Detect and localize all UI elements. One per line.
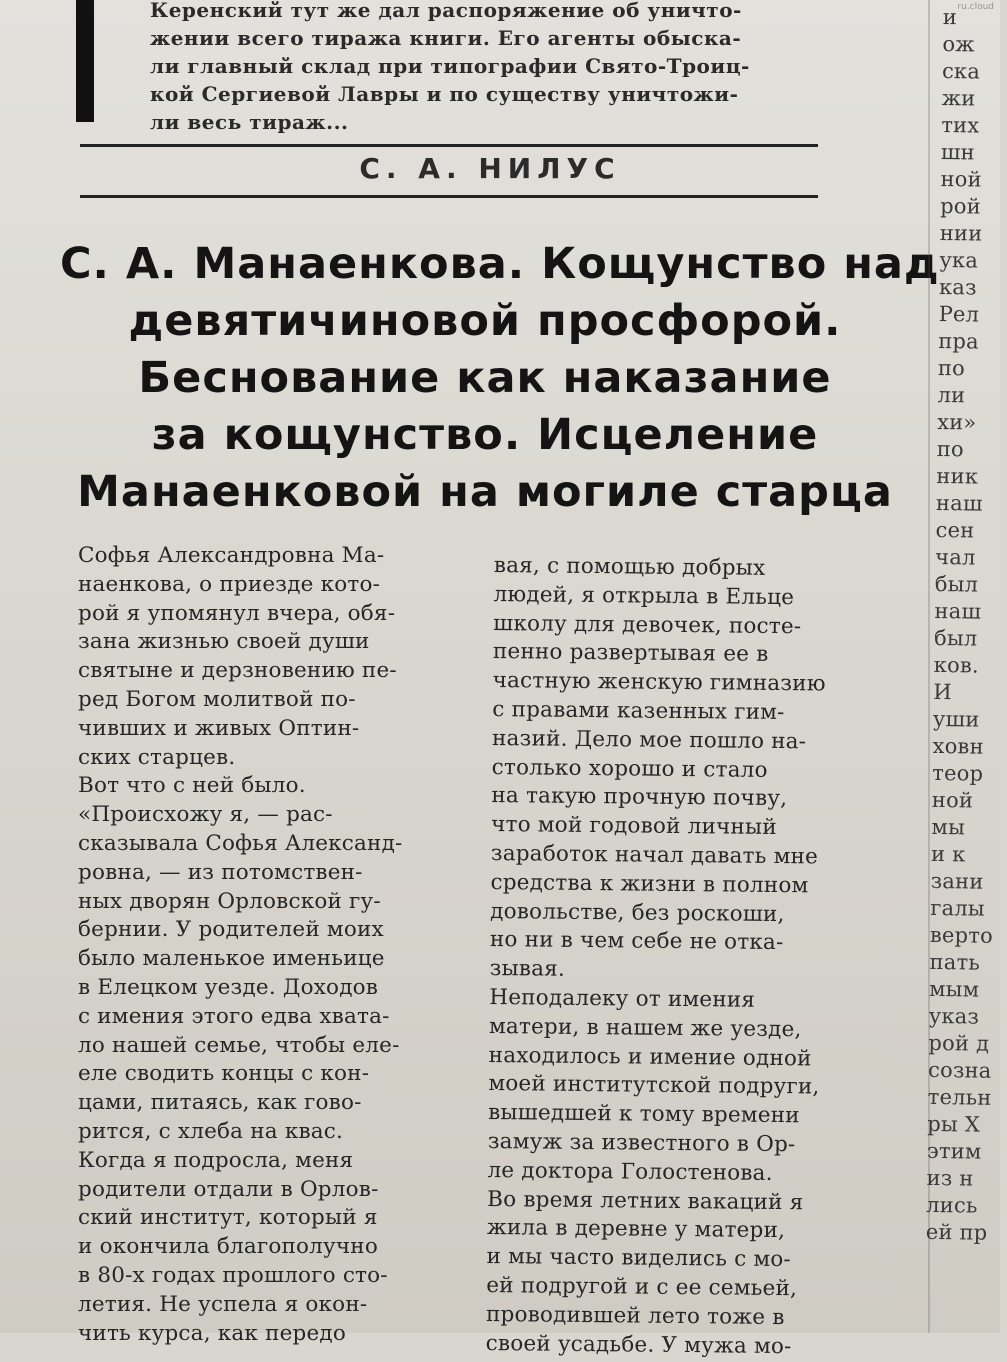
column-line: ков.	[933, 652, 980, 678]
excerpt-line: ли главный склад при типографии Свято-Троиц-	[150, 54, 750, 78]
excerpt-block	[150, 0, 830, 136]
column-line: людей, я открыла в Ельце	[493, 581, 795, 610]
excerpt-line: ли весь тираж...	[150, 110, 349, 134]
column-line: столько хорошо и стало	[491, 754, 768, 783]
column-line: теор	[932, 760, 984, 786]
column-line: шн	[940, 139, 976, 165]
column-line: Во время летних вакаций я	[487, 1186, 804, 1215]
column-line: ховн	[932, 733, 984, 759]
column-line: этим	[926, 1138, 982, 1164]
column-line: ей пр	[925, 1219, 988, 1245]
column-line: матери, в нашем же уезде,	[488, 1013, 802, 1042]
article-column-2	[486, 552, 889, 1362]
column-line: чал	[935, 544, 976, 570]
column-line: на такую прочную почву,	[491, 783, 788, 812]
column-line: ей подругой и с ее семьей,	[486, 1272, 798, 1302]
column-line: по	[936, 436, 964, 462]
headline-line: девятичиновой просфорой.	[128, 296, 842, 346]
watermark: ru.cloud	[957, 2, 994, 12]
column-line: ры Х	[927, 1111, 981, 1137]
column-line: наш	[934, 598, 982, 624]
column-line: был	[933, 625, 978, 651]
adjacent-column-fragment	[926, 4, 1003, 1247]
column-line: хи»	[936, 409, 977, 435]
column-line: ной	[931, 787, 974, 813]
column-line: сказывала Софья Александ-	[78, 830, 403, 856]
column-line: назий. Дело мое пошло на-	[491, 725, 807, 755]
headline-line: С. А. Манаенкова. Кощунство над	[60, 239, 940, 289]
column-line: созна	[927, 1057, 992, 1083]
headline-line: Беснование как наказание	[138, 353, 832, 403]
column-line: «Происхожу я, — рас-	[78, 802, 333, 828]
column-line: зывая.	[489, 956, 566, 982]
column-line: но ни в чем себе не отка-	[489, 927, 784, 956]
column-line: замуж за известного в Ор-	[487, 1128, 796, 1158]
column-line: каз	[938, 274, 977, 300]
column-line: тельн	[927, 1084, 992, 1110]
column-line: цами, питаясь, как гово-	[78, 1090, 362, 1116]
column-line: в 80-х годах прошлого сто-	[78, 1262, 388, 1288]
column-line: зани	[930, 868, 984, 894]
author-name: С. А. НИЛУС	[359, 152, 621, 185]
column-line: школу для девочек, посте-	[493, 610, 802, 639]
column-line: ож	[942, 31, 975, 57]
column-line: ска	[941, 58, 981, 84]
article-headline	[60, 236, 940, 521]
column-line: вая, с помощью добрых	[493, 552, 766, 581]
column-line: Неподалеку от имения	[489, 984, 756, 1013]
column-line: было маленькое именьице	[78, 946, 385, 972]
column-line: и	[942, 4, 958, 30]
column-line: зана жизнью своей души	[78, 629, 370, 655]
column-line: находилось и имение одной	[488, 1042, 812, 1071]
column-line: ровна, — из потомствен-	[78, 859, 363, 885]
column-line: своей усадьбе. У мужа мо-	[485, 1330, 792, 1359]
column-line: мы	[931, 814, 966, 840]
column-line: что мой годовой личный	[491, 812, 777, 841]
column-line: жила в деревне у матери,	[486, 1215, 786, 1244]
column-line: ной	[940, 166, 982, 192]
column-line: заработок начал давать мне	[490, 840, 819, 870]
column-line: нии	[939, 220, 983, 246]
column-line: с правами казенных гим-	[492, 696, 785, 726]
column-line: чить курса, как передо	[78, 1320, 347, 1346]
column-line: пать	[929, 949, 981, 975]
excerpt-line: кой Сергиевой Лавры и по существу уничтожи-	[150, 82, 739, 106]
column-line: проводившей лето тоже в	[485, 1301, 785, 1330]
column-line: наш	[935, 490, 983, 516]
excerpt-line: жении всего тиража книги. Его агенты обыска-	[150, 26, 742, 50]
excerpt-side-bar	[76, 0, 94, 122]
column-line: Вот что с ней было.	[78, 773, 306, 799]
column-line: и окончила благополучно	[78, 1234, 378, 1260]
column-line: по	[937, 355, 966, 381]
column-line: летия. Не успела я окон-	[78, 1291, 368, 1317]
column-line: ли	[937, 382, 966, 408]
column-line: пенно развертывая ее в	[492, 639, 769, 668]
column-line: ский институт, который я	[78, 1205, 378, 1231]
column-line: из н	[926, 1165, 974, 1191]
column-line: чивших и живых Оптин-	[78, 715, 360, 741]
headline-line: Манаенковой на могиле старца	[77, 467, 893, 517]
column-line: наенкова, о приезде кото-	[78, 571, 381, 597]
column-line: ле доктора Голостенова.	[487, 1157, 773, 1186]
column-line: рой	[940, 193, 982, 219]
column-line: рой я упомянул вчера, обя-	[78, 600, 396, 626]
bottom-rule	[80, 195, 818, 198]
column-line: уши	[932, 706, 980, 732]
column-line: ло нашей семье, чтобы еле-	[78, 1032, 400, 1058]
column-line: довольстве, без роскоши,	[490, 898, 785, 927]
column-line: жи	[941, 85, 976, 111]
column-line: святыне и дерзновению пе-	[78, 658, 397, 684]
column-line: Когда я подросла, меня	[78, 1147, 354, 1173]
column-line: рой д	[928, 1030, 990, 1056]
column-line: Софья Александровна Ма-	[78, 543, 385, 568]
column-line: с имения этого едва хвата-	[78, 1003, 390, 1029]
column-line: бернии. У родителей моих	[78, 917, 384, 943]
column-line: пра	[938, 328, 980, 354]
column-line: ник	[936, 463, 979, 489]
column-line: был	[934, 571, 979, 597]
column-line: частную женскую гимназию	[492, 668, 826, 697]
column-line: галы	[930, 895, 985, 921]
column-line: и к	[930, 841, 966, 867]
column-line: моей институтской подруги,	[488, 1071, 820, 1100]
column-line: средства к жизни в полном	[490, 869, 809, 899]
headline-line: за кощунство. Исцеление	[151, 410, 819, 460]
article-column-1	[78, 542, 448, 1348]
column-line: в Елецком уезде. Доходов	[78, 974, 379, 1000]
column-line: И	[933, 679, 953, 705]
column-line: тих	[941, 112, 980, 138]
column-line: указ	[928, 1003, 980, 1029]
column-line: сен	[935, 517, 975, 543]
column-line: рится, с хлеба на квас.	[78, 1118, 344, 1144]
column-line: ских старцев.	[78, 744, 236, 770]
column-line: еле сводить концы с кон-	[78, 1061, 370, 1087]
section-author-heading	[0, 152, 1000, 185]
column-line: верто	[929, 922, 994, 948]
column-line: ред Богом молитвой по-	[78, 686, 356, 712]
column-line: лись	[926, 1192, 978, 1218]
column-line: родители отдали в Орлов-	[78, 1176, 379, 1202]
column-line: вышедшей к тому времени	[487, 1100, 800, 1129]
excerpt-line: Керенский тут же дал распоряжение об уничто-	[150, 0, 742, 22]
column-line: Рел	[938, 301, 980, 327]
column-line: ука	[939, 247, 979, 273]
column-line: мым	[929, 976, 980, 1002]
column-line: ных дворян Орловской гу-	[78, 888, 381, 914]
column-line: и мы часто виделись с мо-	[486, 1244, 792, 1273]
top-rule	[80, 144, 818, 147]
